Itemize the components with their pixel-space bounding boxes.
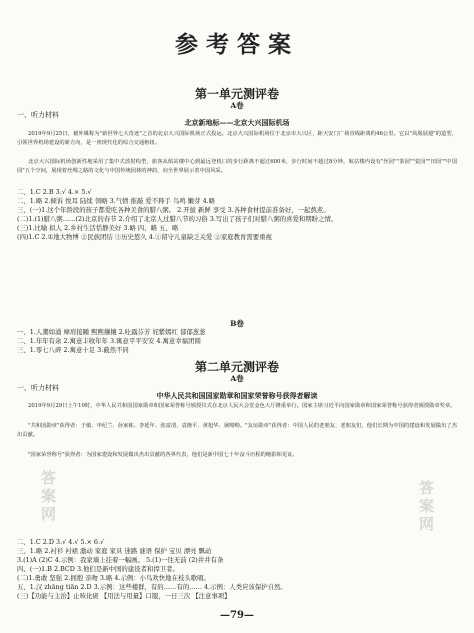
unit1-b-answer-line: 三、1.零七八碎 2.寓意十足 3.截然不同	[17, 346, 129, 354]
unit2-article-paragraph-3: "国家荣誉称号"获得者：为国家建设和发展做出杰出贡献的各界代表，他们是新中国七十年奋斗历程的缩影和见证。	[28, 452, 298, 458]
unit2-listening-heading: 一、听力材料	[17, 384, 59, 392]
unit2-article-paragraph-2: "共和国勋章"获得者：于敏、申纪兰、孙家栋、李延年、张富清、袁隆平、黄旭华、屠呦呦。"友谊勋章"获得者：中国人民的老朋友、老朋友们，他们长期为中国的建设和发展做出了杰出贡献。	[17, 423, 457, 439]
unit1-answer-line: (二)1.(1)腊八粥……(2)北京的春节 2.介绍了北京人过腊八节的习俗 3.写出了孩子们对腊八粥的喜爱和期盼之情。	[17, 215, 338, 223]
unit2-title: 第二单元测评卷	[194, 360, 279, 374]
page-number: —79—	[220, 610, 254, 621]
unit1-answer-line: 三、(一)1.这个年龄段的孩子都爱吃各种美食的腊八粥。 2.开拔 新鲜 享受 3.各种食材提前准备好，一起熬煮。	[17, 206, 330, 214]
unit2-answer-line: 3.(1)A (2)C 4.示例：我家墙上挂着一幅画。 5.(1)一往无前 (2)井井有条	[17, 556, 224, 564]
unit2-article-paragraph-1: 2019年9月29日上午10时，中华人民共和国国家勋章和国家荣誉称号颁授仪式在北京人民大会堂金色大厅隆重举行。国家主席习近平向国家勋章和国家荣誉称号获得者颁授勋章奖章。	[28, 403, 456, 409]
unit1-article-title: 北京新地标——北京大兴国际机场	[184, 118, 290, 127]
unit2-answer-line: (三)【功能与主治】止咳化痰 【用法与用量】口服，一日三次 【注意事项】	[17, 592, 231, 600]
unit2-answer-line: 三、1.略 2.衬衫 衬裙 激动 家庭 家具 迷路 谜语 保护 宝贝 漂亮 飘动	[17, 547, 212, 555]
unit1-listening-heading: 一、听力材料	[17, 111, 59, 119]
unit2-label-a: A卷	[230, 374, 244, 383]
unit1-article-paragraph-1: 2019年9月25日，被外媒称为"新世界七大奇迹"之首的北京大兴国际机场正式投运。北京大兴国际机场位于北京市大兴区，距天安门广场直线距离约46公里。它以"凤凰展翅"的造型，引领世界机场建设的新方向，是一座现代化的综合交通枢纽。	[17, 131, 457, 147]
watermark-right: 答案网	[417, 480, 435, 534]
unit2-answer-line: 四、(一)1.B 2.BCD 3.他们是新中国的建设者和捍卫者。	[17, 565, 179, 573]
unit1-b-answer-line: 二、1.年年有余 2.寓意丰收年年 3.寓意平平安安 4.寓意幸福团圆	[17, 337, 201, 345]
unit1-article-paragraph-2: 北京大兴国际机场创新性地采用了集中式放射构型，旅客从航站楼中心到最远登机口的步行距离不超过600米，步行时间不超过8分钟。航站楼内设有"丝园""茶园""瓷园""田园""中国园"五个空间，展现着丝绸之路的文化与中国传统园林的神韵，向全世界展示着中国风采。	[17, 159, 457, 175]
unit1-label-b: B卷	[230, 319, 244, 328]
unit1-answer-line: 二、1.略 2.倾诉 悦耳 陆续 领略 3.气愤 推敲 爱不释手 鸟鸣 嫩芽 4.略	[17, 197, 216, 205]
unit2-answer-line: (二)1.勇敢 坚强 2.拥抱 亲吻 3.略 4.示例：小鸟欢快地在枝头歌唱。	[17, 574, 210, 582]
unit2-answer-line: 二、1.C 2.D 3.√ 4.√ 5.× 6.√	[17, 538, 105, 546]
unit1-b-answer-line: 一、1.人潮如涌 摩肩接踵 熙熙攘攘 2.吐露芬芳 姹紫嫣红 郁郁葱葱	[17, 328, 206, 336]
unit1-label-a: A卷	[230, 101, 244, 110]
page-title: 参考答案	[175, 31, 299, 58]
watermark-left: 答案网	[39, 470, 57, 524]
unit1-answer-line: (四)1.C 2.①地大物博 ②民族团结 ③历史悠久 4.①留守儿童缺乏关爱 ②家庭教育需要重视	[17, 233, 272, 241]
unit2-article-title: 中华人民共和国国家勋章和国家荣誉称号获得者解读	[156, 391, 318, 400]
unit1-answer-line: (三)1.比喻 拟人 2.乡村生活恬静美好 3.略 四、略 五、略	[17, 224, 179, 232]
unit1-answer-line: 二、1.C 2.B 3.√ 4.× 5.√	[17, 188, 92, 196]
unit2-answer-line: 五、1.汉 zhāng tiān 2.D 3.示例：这些楼群，有的……有的…… 4.示例：人类应该保护自然。	[17, 583, 287, 591]
unit1-title: 第一单元测评卷	[194, 87, 279, 101]
